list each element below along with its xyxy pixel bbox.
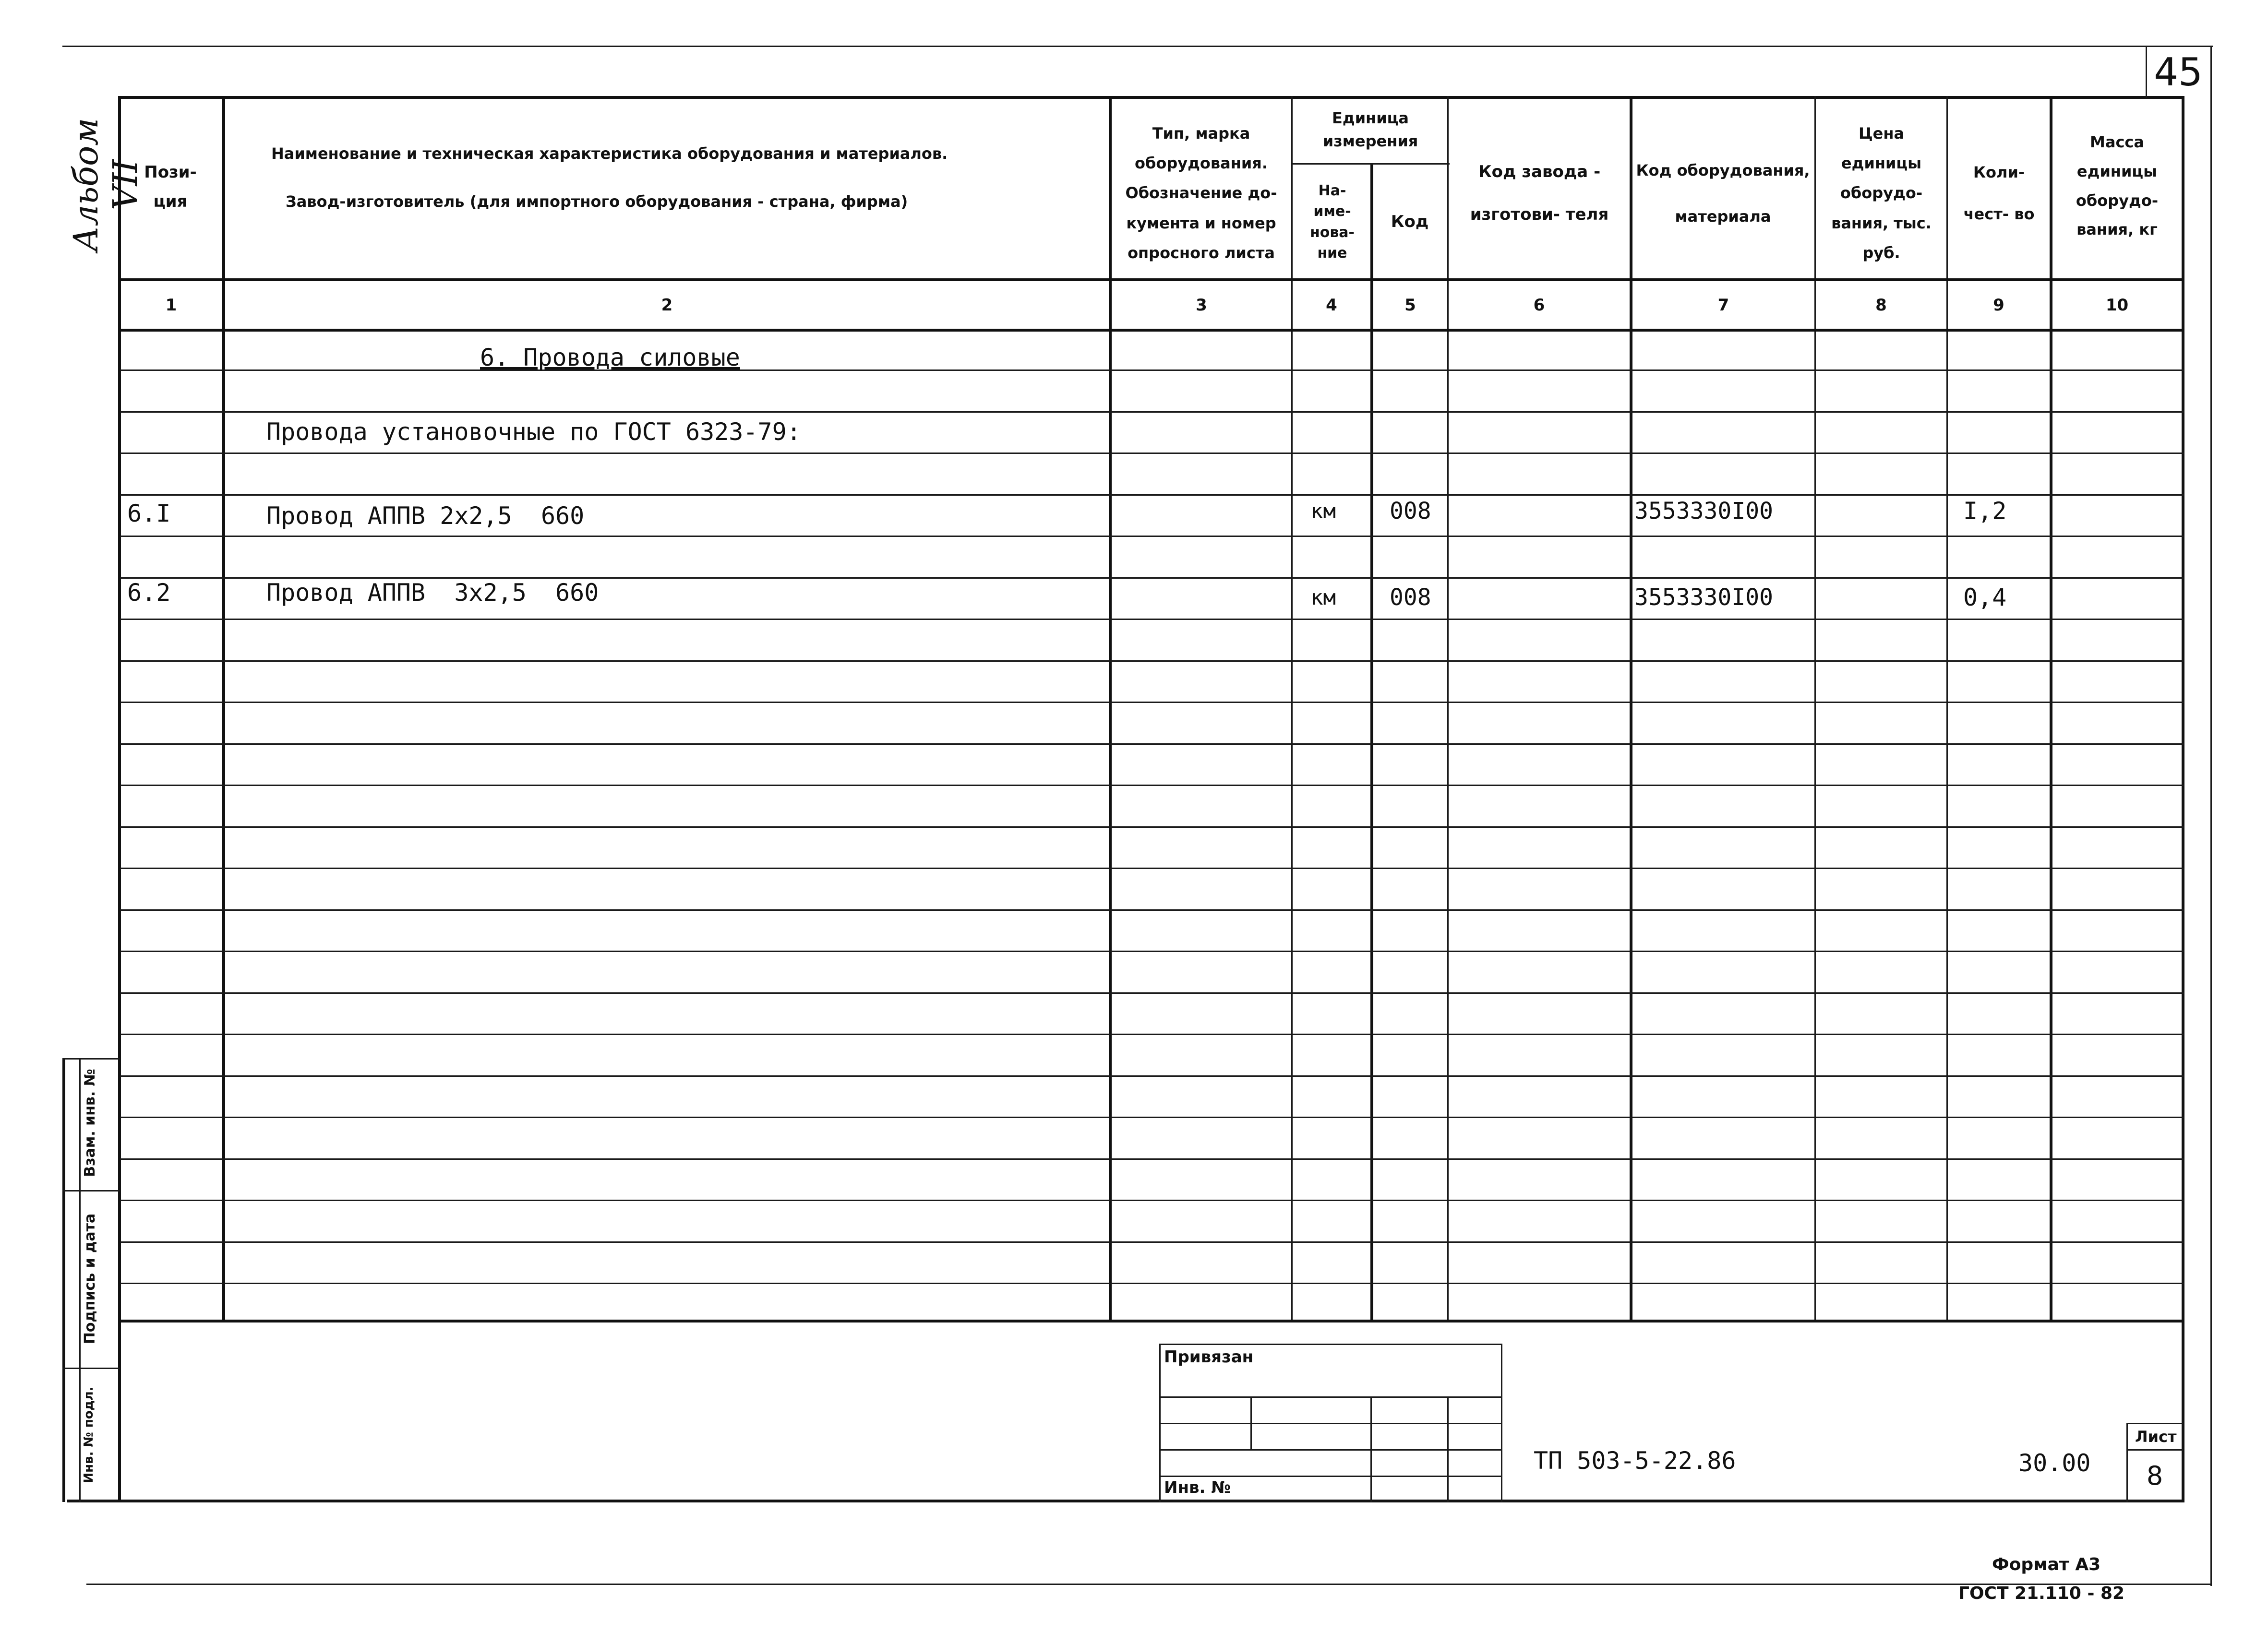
right-border-line — [2210, 46, 2212, 1586]
header-position: Пози- ция — [144, 162, 197, 211]
table-row-line — [120, 702, 2184, 703]
table-row-line — [120, 1075, 2184, 1077]
col-number-3: 3 — [1196, 295, 1207, 315]
header-name-line1: Наименование и техническая характеристика оборудования и материалов. — [271, 144, 948, 163]
row-1-name: Провод АППВ 2х2,5 660 — [266, 502, 585, 530]
format-label: Формат А3 — [1992, 1555, 2101, 1574]
stamp-signature-date: Подпись и дата — [82, 1213, 98, 1345]
header-unit-mass: Масса единицы оборудо- вания, кг — [2076, 132, 2159, 239]
table-row-line — [120, 494, 2184, 496]
table-row-line — [120, 536, 2184, 537]
header-unit-group: Единица измерения — [1322, 109, 1418, 150]
frame-top — [120, 96, 2184, 99]
col-number-6: 6 — [1533, 295, 1545, 315]
frame-bottom — [67, 1500, 2184, 1502]
col-number-7: 7 — [1717, 295, 1729, 315]
stamp-replacement-inv: Взам. инв. № — [82, 1069, 98, 1177]
gost-standard: ГОСТ 21.110 - 82 — [1958, 1584, 2125, 1603]
col-number-9: 9 — [1993, 295, 2004, 315]
table-row-line — [120, 743, 2184, 745]
col-number-2: 2 — [661, 295, 673, 315]
sheet-label: Лист — [2135, 1428, 2177, 1446]
table-row-line — [120, 1283, 2184, 1284]
table-row-line — [120, 1241, 2184, 1243]
col-number-8: 8 — [1875, 295, 1887, 315]
col-number-5: 5 — [1404, 295, 1416, 315]
top-border-line — [62, 46, 2213, 47]
header-unit-name: На- име- нова- ние — [1309, 182, 1355, 262]
table-row-line — [120, 660, 2184, 662]
section-title: 6. Провода силовые — [480, 344, 740, 371]
header-type-mark: Тип, марка оборудования. Обозначение до- кумента и номер опросного листа — [1125, 124, 1277, 262]
row-1-material-code: 3553330I00 — [1634, 498, 1773, 524]
row-1-position: 6.I — [127, 500, 171, 527]
col-number-10: 10 — [2105, 295, 2129, 315]
row-1-quantity: I,2 — [1963, 497, 2007, 525]
row-2-material-code: 3553330I00 — [1634, 584, 1773, 611]
document-code: ТП 503-5-22.86 — [1534, 1447, 1736, 1475]
row-2-unit: км — [1310, 585, 1336, 610]
subsection-title: Провода установочные по ГОСТ 6323-79: — [266, 418, 801, 446]
corner-sheet-number: 45 — [2154, 49, 2203, 95]
inv-number-label: Инв. № — [1164, 1478, 1231, 1497]
row-2-name: Провод АППВ 3х2,5 660 — [266, 579, 599, 607]
header-material-code: Код оборудования, материала — [1636, 161, 1810, 226]
col-number-4: 4 — [1326, 295, 1337, 315]
header-name-line2: Завод-изготовитель (для импортного оборудования - страна, фирма) — [286, 192, 908, 211]
table-row-line — [120, 868, 2184, 869]
col-number-1: 1 — [165, 295, 177, 315]
table-row-line — [120, 826, 2184, 828]
table-row-line — [120, 909, 2184, 911]
table-row-line — [120, 785, 2184, 786]
row-1-unit: км — [1310, 499, 1336, 524]
table-row-line — [120, 1117, 2184, 1118]
album-label: Альбом VII — [66, 118, 145, 252]
section-code: 30.00 — [2018, 1449, 2091, 1477]
row-2-unit-code: 008 — [1390, 584, 1431, 611]
table-row-line — [120, 951, 2184, 952]
table-row-line — [120, 619, 2184, 620]
row-2-position: 6.2 — [127, 579, 171, 607]
header-quantity: Коли- чест- во — [1963, 163, 2035, 223]
table-row-line — [120, 369, 2184, 371]
privyazan-label: Привязан — [1164, 1347, 1254, 1367]
header-unit-code: Код — [1391, 212, 1429, 232]
row-2-quantity: 0,4 — [1963, 584, 2007, 611]
table-row-line — [120, 1200, 2184, 1201]
bottom-border-line — [86, 1584, 2212, 1585]
table-row-line — [120, 1034, 2184, 1035]
sheet-number: 8 — [2146, 1460, 2163, 1491]
header-unit-price: Цена единицы оборудо- вания, тыс. руб. — [1831, 124, 1932, 262]
stamp-original-inv: Инв. № подл. — [82, 1386, 96, 1483]
table-row-line — [120, 453, 2184, 454]
table-row-line — [120, 1158, 2184, 1160]
row-1-unit-code: 008 — [1390, 498, 1431, 524]
frame-right — [2182, 96, 2184, 1502]
header-factory-code: Код завода - изготови- теля — [1470, 162, 1609, 224]
table-row-line — [120, 992, 2184, 994]
